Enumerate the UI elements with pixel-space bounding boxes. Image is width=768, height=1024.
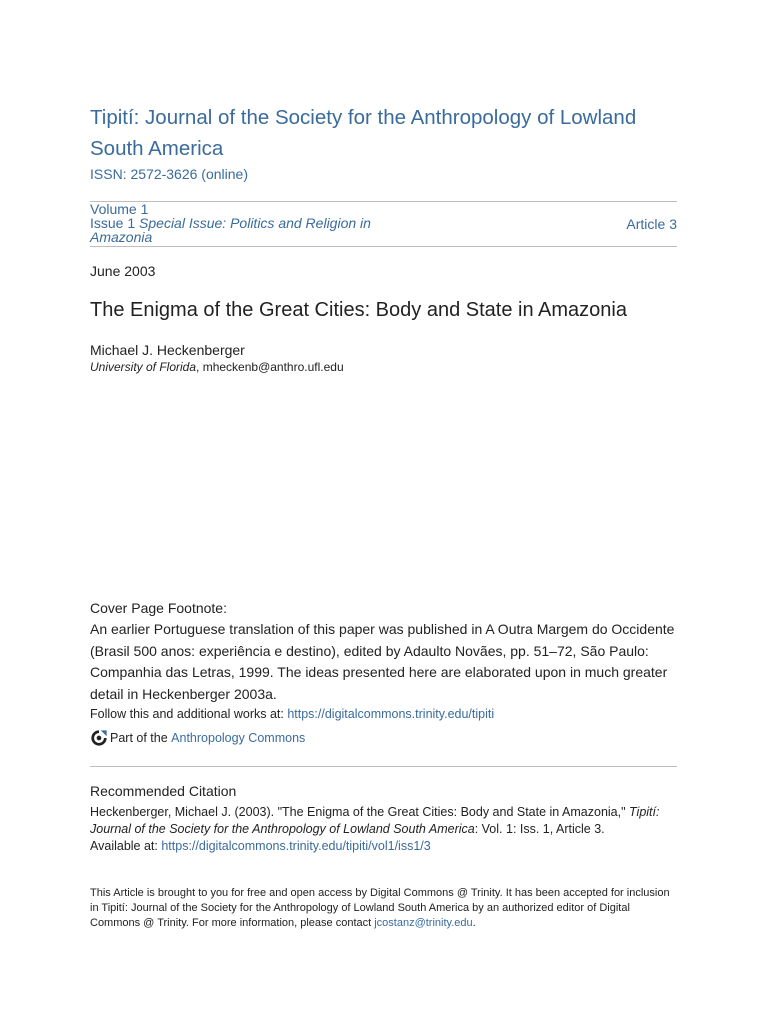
article-title: The Enigma of the Great Cities: Body and State in Amazonia — [90, 299, 627, 321]
digital-commons-network-icon — [90, 729, 108, 747]
anthropology-commons-link[interactable]: Anthropology Commons — [171, 731, 306, 745]
access-note-end: . — [472, 916, 476, 929]
available-url-link[interactable]: https://digitalcommons.trinity.edu/tipiti/vol1/iss1/3 — [161, 839, 431, 853]
available-prefix: Available at: — [90, 839, 162, 853]
volume-issue-block — [90, 202, 677, 244]
access-note — [90, 886, 680, 930]
footnote-text: An earlier Portuguese translation of this paper was published in A Outra Margem do Occidente (Brasil 500 anos: experiência e destino), edited by Adaulto Novães, pp. 51–72, São Paulo: Companhia das Letras, 1999. The ideas presented here are elaborated upon in much greater detail in Heckenberger 2003a. — [90, 621, 675, 702]
follow-url-link[interactable]: https://digitalcommons.trinity.edu/tipiti — [287, 707, 495, 721]
part-of-line — [90, 729, 305, 747]
citation-journal: Tipití: Journal of the Society for the Anthropology of Lowland South America — [90, 805, 660, 836]
citation-end: : Vol. 1: Iss. 1, Article 3. — [474, 822, 605, 836]
author-affiliation — [90, 360, 344, 374]
author-name: Michael J. Heckenberger — [90, 342, 245, 358]
institution-name: University of Florida — [90, 360, 197, 374]
citation-start: Heckenberger, Michael J. (2003). "The Enigma of the Great Cities: Body and State in Amazonia," — [90, 805, 630, 819]
access-note-text: This Article is brought to you for free and open access by Digital Commons @ Trinity. It has been accepted for inclusion in Tipití: Journal of the Society for the Anthropology of Lowland South America by an authorized editor of Digital Commons @ Trinity. For more information, please contact — [90, 887, 670, 929]
author-email: , mheckenb@anthro.ufl.edu — [196, 360, 344, 374]
bottom-divider — [90, 246, 677, 247]
citation-text — [90, 804, 680, 855]
citation-divider — [90, 766, 677, 767]
footnote-label: Cover Page Footnote: — [90, 600, 227, 616]
special-issue-link[interactable]: Special Issue: Politics and Religion in Amazonia — [90, 215, 371, 245]
publication-date: June 2003 — [90, 263, 156, 279]
contact-email-link[interactable]: jcostanz@trinity.edu — [374, 916, 473, 929]
article-number-link[interactable]: Article 3 — [626, 216, 677, 232]
follow-line — [90, 707, 494, 721]
follow-prefix: Follow this and additional works at: — [90, 707, 288, 721]
part-of-prefix: Part of the — [110, 731, 168, 745]
journal-title-link[interactable]: Tipití: Journal of the Society for the Anthropology of Lowland South America — [90, 106, 637, 160]
issn-link[interactable]: ISSN: 2572-3626 (online) — [90, 166, 248, 182]
volume-link[interactable]: Volume 1 — [90, 201, 149, 217]
recommended-citation-heading: Recommended Citation — [90, 783, 237, 799]
issue-link[interactable]: Issue 1 — [90, 215, 136, 231]
